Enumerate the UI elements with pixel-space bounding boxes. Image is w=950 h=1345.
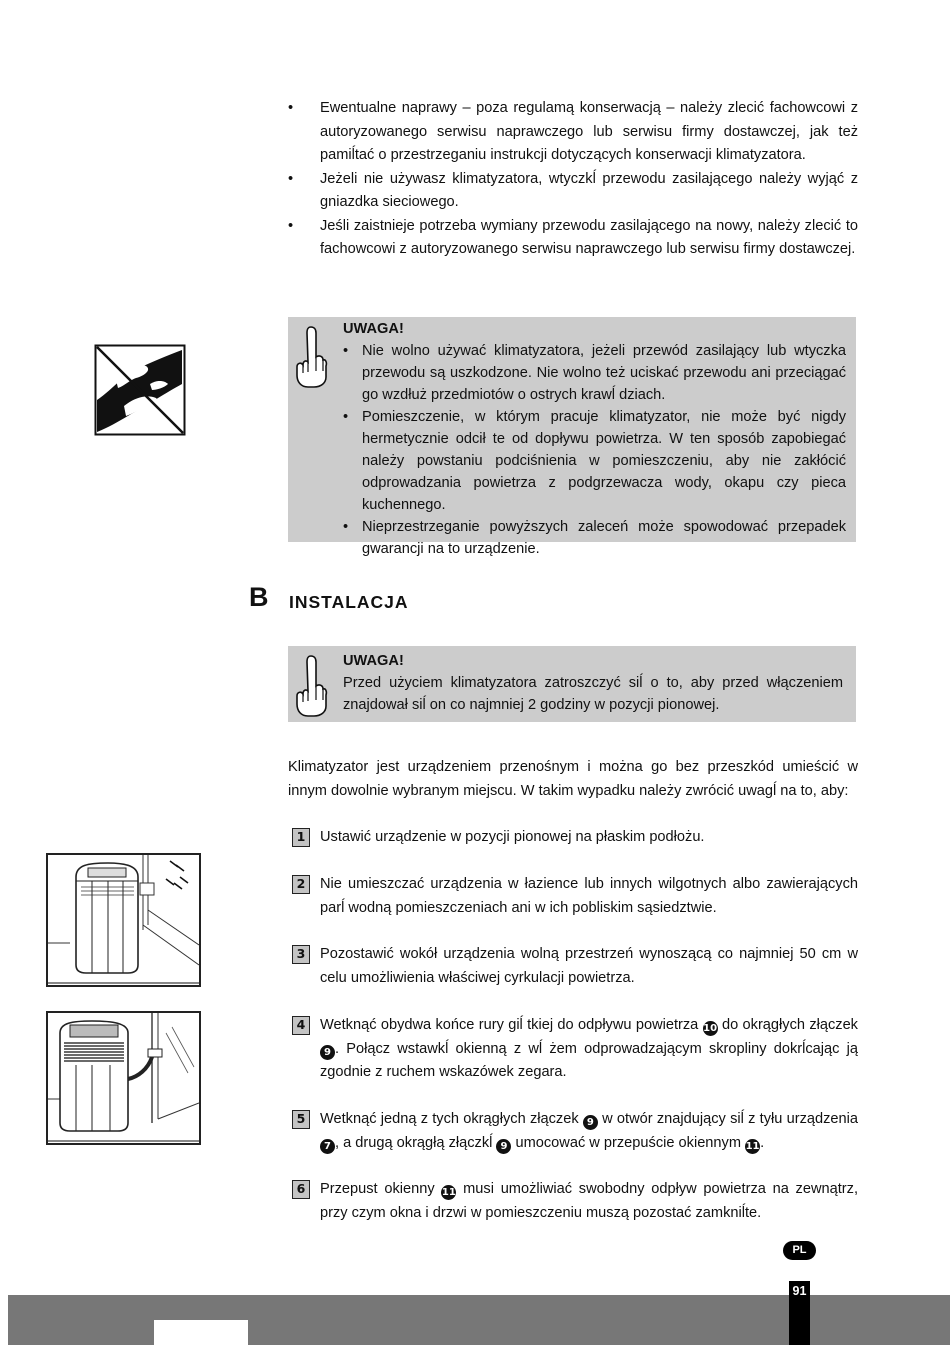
step-number: 3 bbox=[292, 945, 310, 964]
step-text: Przepust okienny 11 musi umożliwiać swobodny odpływ powietrza na zewnątrz, przy czym okna i drzwi w pomieszczeniu muszą pozostać zamkniĺte. bbox=[320, 1181, 859, 1221]
ac-unit-window-illustration bbox=[46, 853, 201, 987]
step-2 bbox=[292, 873, 858, 920]
warning-box-upright bbox=[288, 646, 856, 722]
language-badge: PL bbox=[783, 1241, 816, 1260]
step-1 bbox=[292, 826, 858, 850]
step-text: Ustawić urządzenie w pozycji pionowej na płaskim podłożu. bbox=[320, 829, 705, 845]
ref-number-badge: 9 bbox=[583, 1115, 598, 1130]
ref-number-badge: 11 bbox=[441, 1187, 456, 1198]
ref-number-badge: 9 bbox=[496, 1139, 511, 1154]
bullet-item: • Jeśli zaistnieje potrzeba wymiany przewodu zasilającego na nowy, należy zlecić to fachowcowi z autoryzowanego serwisu naprawczego lub serwisu firmy dostawczej. bbox=[288, 215, 858, 262]
step-number: 5 bbox=[292, 1110, 310, 1129]
step-text: Wetknąć jedną z tych okrągłych złączek 9 w otwór znajdujący siĺ z tyłu urządzenia 7 , a drugą okrągłą złączkĺ 9 umocować w przepuście okiennym 11. bbox=[320, 1111, 858, 1152]
warning-item: • Pomieszczenie, w którym pracuje klimatyzator, nie może być nigdy hermetycznie odcił te od dopływu powietrza. W ten sposób zapobiegać należy powstaniu podciśnienia w pomieszczeniu, aby nie zakłócić odprowadzania powietrza z podgrzewacza wody, okapu czy pieca kuchennego. bbox=[343, 406, 846, 516]
warning-item: • Nie wolno używać klimatyzatora, jeżeli przewód zasilający lub wtyczka przewodu są uszkodzone. Nie wolno też uciskać przewodu ani przeciągać go wzdłuż przedmiotów o ostrych krawĺ dziach. bbox=[343, 340, 846, 406]
step-4 bbox=[292, 1014, 858, 1085]
warning-text: Przed użyciem klimatyzatora zatroszczyć siĺ o to, aby przed włączeniem znajdował siĺ on co najmniej 2 godziny w pozycji pionowej. bbox=[343, 675, 843, 713]
step-text: Wetknąć obydwa końce rury giĺ tkiej do odpływu powietrza 10 do okrągłych złączek 9 . Połącz wstawkĺ okienną z wĺ żem odprowadzającym skropliny dokrĺcając ją zgodnie z ruchem wskazówek zegara. bbox=[320, 1017, 858, 1080]
section-letter: B bbox=[249, 582, 269, 612]
warning-title: UWAGA! bbox=[343, 321, 404, 337]
bullet-item: • Ewentualne naprawy – poza regulamą konserwacją – należy zlecić fachowcowi z autoryzowanego serwisu naprawczego lub serwisu firmy dostawczej, jak też pamiĺtać o przestrzeganiu instrukcji dotyczących konserwacji klimatyzatora. bbox=[288, 97, 858, 168]
pointing-hand-icon bbox=[294, 325, 328, 391]
section-title: INSTALACJA bbox=[289, 592, 409, 612]
step-text: Pozostawić wokół urządzenia wolną przestrzeń wynoszącą co najmniej 50 cm w celu umożliwienia właściwej cyrkulacji powietrza. bbox=[320, 946, 858, 986]
warning-title: UWAGA! bbox=[343, 653, 404, 669]
step-number: 6 bbox=[292, 1180, 310, 1199]
ref-number-badge: 10 bbox=[703, 1023, 718, 1034]
intro-paragraph: Klimatyzator jest urządzeniem przenośnym i można go bez przeszkód umieścić w innym dowolnie wybranym miejscu. W takim wypadku należy zwrócić uwagĺ na to, aby: bbox=[288, 759, 858, 799]
step-number: 2 bbox=[292, 875, 310, 894]
bullet-item: • Jeżeli nie używasz klimatyzatora, wtyczkĺ przewodu zasilającego należy wyjąć z gniazdka sieciowego. bbox=[288, 168, 858, 215]
step-number: 1 bbox=[292, 828, 310, 847]
ac-unit-hose-illustration-icon bbox=[48, 1013, 199, 1143]
ref-number-badge: 9 bbox=[320, 1045, 335, 1060]
ref-number-badge: 7 bbox=[320, 1139, 335, 1154]
page-number: 91 bbox=[792, 1284, 807, 1298]
warning-box-power-cord bbox=[288, 317, 856, 557]
ac-unit-illustration-icon bbox=[48, 855, 199, 985]
damaged-cable-prohibition-icon bbox=[94, 344, 186, 436]
pointing-hand-icon bbox=[294, 654, 328, 720]
step-5 bbox=[292, 1108, 858, 1155]
step-text: Nie umieszczać urządzenia w łazience lub innych wilgotnych albo zawierających parĺ wodną pomieszczeniach ani w ich pobliskim sąsiedztwie. bbox=[320, 876, 858, 916]
step-6 bbox=[292, 1178, 858, 1225]
step-number: 4 bbox=[292, 1016, 310, 1035]
warning-list bbox=[343, 340, 846, 560]
step-3 bbox=[292, 943, 858, 990]
ref-number-badge: 11 bbox=[745, 1140, 760, 1152]
warning-item: • Nieprzestrzeganie powyższych zaleceń może spowodować przepadek gwarancji na to urządzenie. bbox=[343, 516, 846, 560]
maintenance-bullets bbox=[288, 97, 858, 262]
footer-cutout bbox=[154, 1320, 248, 1345]
ac-unit-hose-illustration bbox=[46, 1011, 201, 1145]
